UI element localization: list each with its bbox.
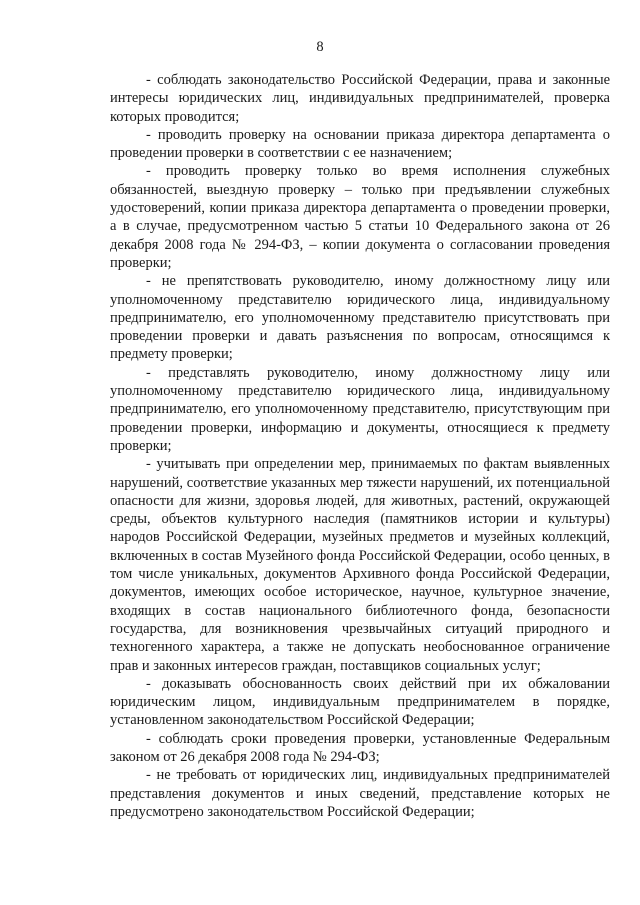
- paragraph-official-duties: - проводить проверку только во время исполнения служебных обязанностей, выездную проверку – только при предъявлении служебных удостоверений, копии приказа директора департамента о проведении проверки, а в случае, предусмотренном частью 5 статьи 10 Федерального закона от 26 декабря 2008 года № 294-ФЗ, – копии документа о согласовании проведения проверки;: [110, 163, 610, 271]
- paragraph-consider-measures: - учитывать при определении мер, принимаемых по фактам выявленных нарушений, соответствие указанных мер тяжести нарушений, их потенциальной опасности для жизни, здоровья людей, для животных, растений, окружающей среды, объектов культурного наследия (памятников истории и культуры) народов Российской Федерации, музейных предметов и музейных коллекций, включенных в состав Музейного фонда Российской Федерации, особо ценных, в том числе уникальных, документов Архивного фонда Российской Федерации, документов, имеющих особое историческое, научное, культурное значение, входящих в состав национального библиотечного фонда, безопасности государства, для возникновения чрезвычайных ситуаций природного и техногенного характера, а также не допускать необоснованное ограничение прав и законных интересов граждан, поставщиков социальных услуг;: [110, 456, 610, 674]
- paragraph-comply-legislation: - соблюдать законодательство Российской Федерации, права и законные интересы юридических лиц, индивидуальных предпринимателей, проверка которых проводится;: [110, 72, 610, 125]
- page-number: 8: [316, 39, 324, 55]
- paragraph-not-require-documents: - не требовать от юридических лиц, индивидуальных предпринимателей представления документов и иных сведений, представление которых не предусмотрено законодательством Российской Федерации;: [110, 767, 610, 820]
- paragraph-prove-validity: - доказывать обоснованность своих действий при их обжаловании юридическим лицом, индивидуальным предпринимателем в порядке, установленном законодательством Российской Федерации;: [110, 675, 610, 729]
- paragraph-provide-information: - представлять руководителю, иному должностному лицу или уполномоченному представителю юридического лица, индивидуальному предпринимателю, его уполномоченному представителю, присутствующим при проведении проверки, информацию и документы, относящиеся к предмету проверки;: [110, 364, 610, 454]
- document-body: [110, 71, 610, 821]
- paragraph-observe-deadlines: - соблюдать сроки проведения проверки, установленные Федеральным законом от 26 декабря 2008 года № 294-ФЗ;: [110, 730, 610, 765]
- paragraph-inspection-order: - проводить проверку на основании приказа директора департамента о проведении проверки в соответствии с ее назначением;: [110, 126, 610, 162]
- paragraph-not-obstruct: - не препятствовать руководителю, иному должностному лицу или уполномоченному представителю юридического лица, индивидуальному предпринимателю, его уполномоченному представителю присутствовать при проведении проверки и давать разъяснения по вопросам, относящимся к предмету проверки;: [110, 273, 610, 363]
